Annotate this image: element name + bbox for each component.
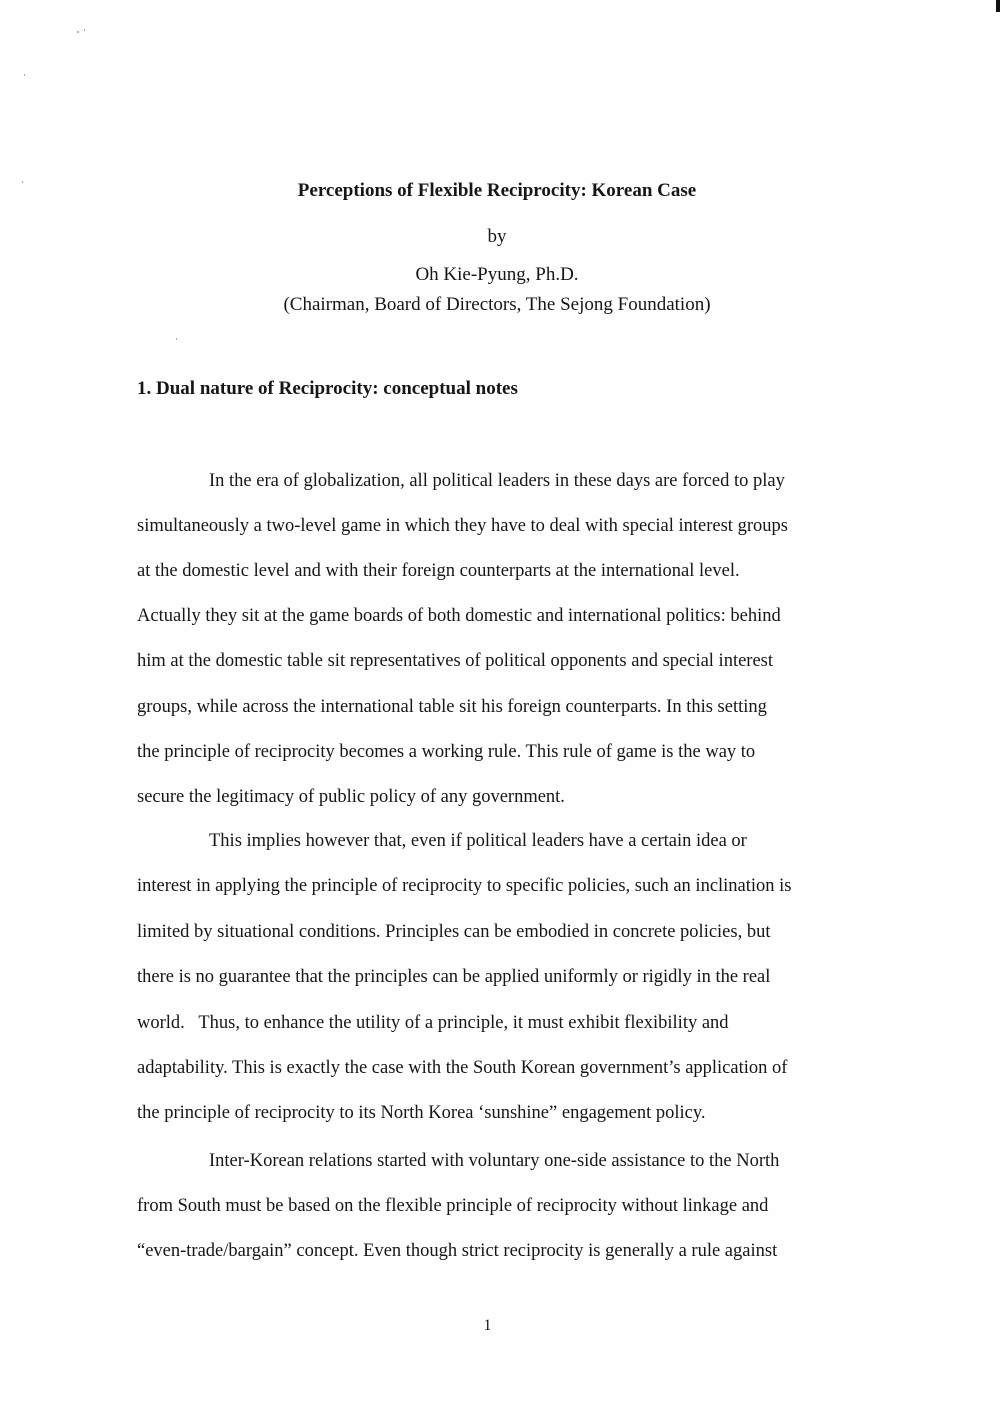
document-title: Perceptions of Flexible Reciprocity: Korean Case [297,180,697,201]
body-line: there is no guarantee that the principles can be applied uniformly or rigidly in the real [137,967,771,987]
byline-by: by [487,226,507,247]
scan-edge-mark [996,0,1000,12]
body-line: simultaneously a two-level game in which they have to deal with special interest groups [137,516,788,536]
body-line: secure the legitimacy of public policy of any government. [137,787,565,807]
scan-speck [84,29,85,31]
scan-speck [24,74,25,76]
body-line: In the era of globalization, all political leaders in these days are forced to play [209,471,785,491]
scan-speck [77,31,79,33]
body-line: world. Thus, to enhance the utility of a principle, it must exhibit flexibility and [137,1013,729,1033]
section-heading: 1. Dual nature of Reciprocity: conceptual notes [137,378,518,399]
body-line: the principle of reciprocity becomes a working rule. This rule of game is the way to [137,742,756,762]
body-line: at the domestic level and with their foreign counterparts at the international level. [137,561,740,581]
body-line: the principle of reciprocity to its North Korea ‘sunshine” engagement policy. [137,1103,706,1123]
author-name: Oh Kie-Pyung, Ph.D. [415,264,579,285]
body-line: Actually they sit at the game boards of both domestic and international politics: behind [137,606,781,626]
body-line: groups, while across the international table sit his foreign counterparts. In this setting [137,697,767,717]
body-line: from South must be based on the flexible principle of reciprocity without linkage and [137,1196,769,1216]
body-line: adaptability. This is exactly the case with the South Korean government’s application of [137,1058,788,1078]
body-line: This implies however that, even if political leaders have a certain idea or [209,831,747,851]
page-number: 1 [483,1317,492,1334]
body-line: him at the domestic table sit representatives of political opponents and special interest [137,651,774,671]
body-line: Inter-Korean relations started with voluntary one-side assistance to the North [209,1151,780,1171]
body-line: interest in applying the principle of reciprocity to specific policies, such an inclination is [137,876,792,896]
author-affiliation: (Chairman, Board of Directors, The Sejong Foundation) [283,294,711,315]
scan-speck [176,338,177,340]
body-line: limited by situational conditions. Principles can be embodied in concrete policies, but [137,922,771,942]
body-line: “even-trade/bargain” concept. Even though strict reciprocity is generally a rule against [137,1241,778,1261]
